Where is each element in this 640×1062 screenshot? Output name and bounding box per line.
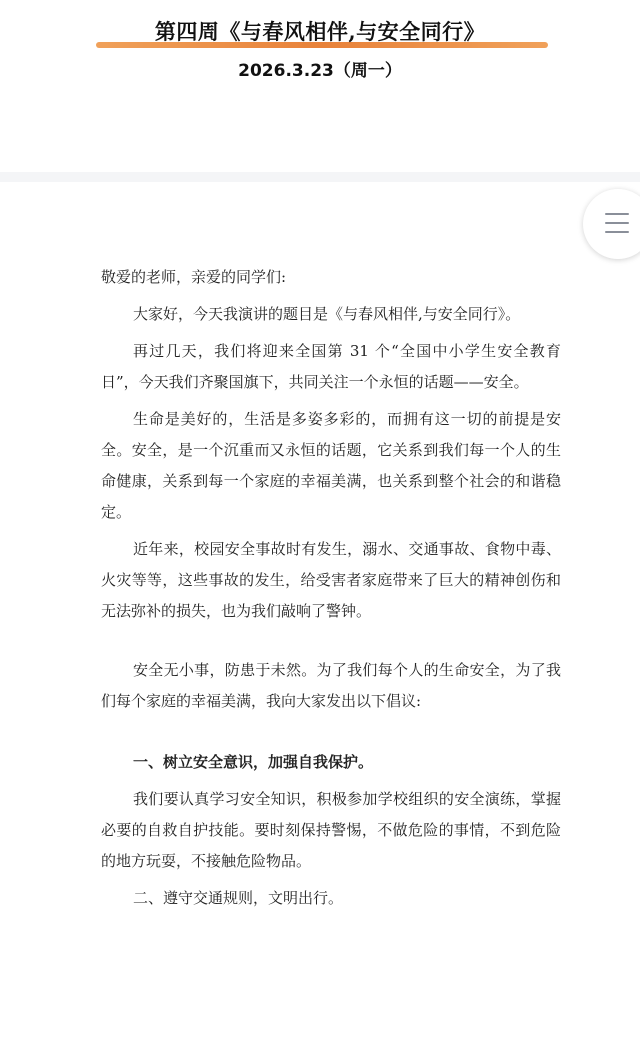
paragraph-intro: 大家好，今天我演讲的题目是《与春风相伴,与安全同行》。 <box>133 305 521 323</box>
greeting: 敬爱的老师，亲爱的同学们: <box>101 268 287 286</box>
menu-icon <box>605 213 629 240</box>
page-date: 2026.3.23（周一） <box>238 61 402 81</box>
floating-menu-button[interactable] <box>583 189 640 259</box>
paragraph-proposal: 安全无小事，防患于未然。为了我们每个人的生命安全，为了我们每个家庭的幸福美满，我向大家发出以下倡议: <box>101 661 561 710</box>
paragraph-awareness: 我们要认真学习安全知识，积极参加学校组织的安全演练，掌握必要的自救自护技能。要时刻保持警惕，不做危险的事情，不到危险的地方玩耍，不接触危险物品。 <box>101 790 561 870</box>
page-header <box>0 0 640 175</box>
paragraph-life: 生命是美好的，生活是多姿多彩的，而拥有这一切的前提是安全。安全，是一个沉重而又永恒的话题，它关系到我们每一个人的生命健康，关系到每一个家庭的幸福美满，也关系到整个社会的和谐稳定。 <box>101 410 561 521</box>
article-body <box>101 262 561 920</box>
paragraph-accidents: 近年来，校园安全事故时有发生，溺水、交通事故、食物中毒、火灾等等，这些事故的发生，给受害者家庭带来了巨大的精神创伤和无法弥补的损失，也为我们敲响了警钟。 <box>101 540 561 620</box>
paragraph-safety-day: 再过几天，我们将迎来全国第 31 个“全国中小学生安全教育日”，今天我们齐聚国旗下，共同关注一个永恒的话题——安全。 <box>101 342 561 391</box>
heading-traffic: 二、遵守交通规则，文明出行。 <box>133 889 344 907</box>
section-divider <box>0 172 640 182</box>
heading-awareness: 一、树立安全意识，加强自我保护。 <box>133 753 374 771</box>
page-title: 第四周《与春风相伴,与安全同行》 <box>154 19 486 44</box>
